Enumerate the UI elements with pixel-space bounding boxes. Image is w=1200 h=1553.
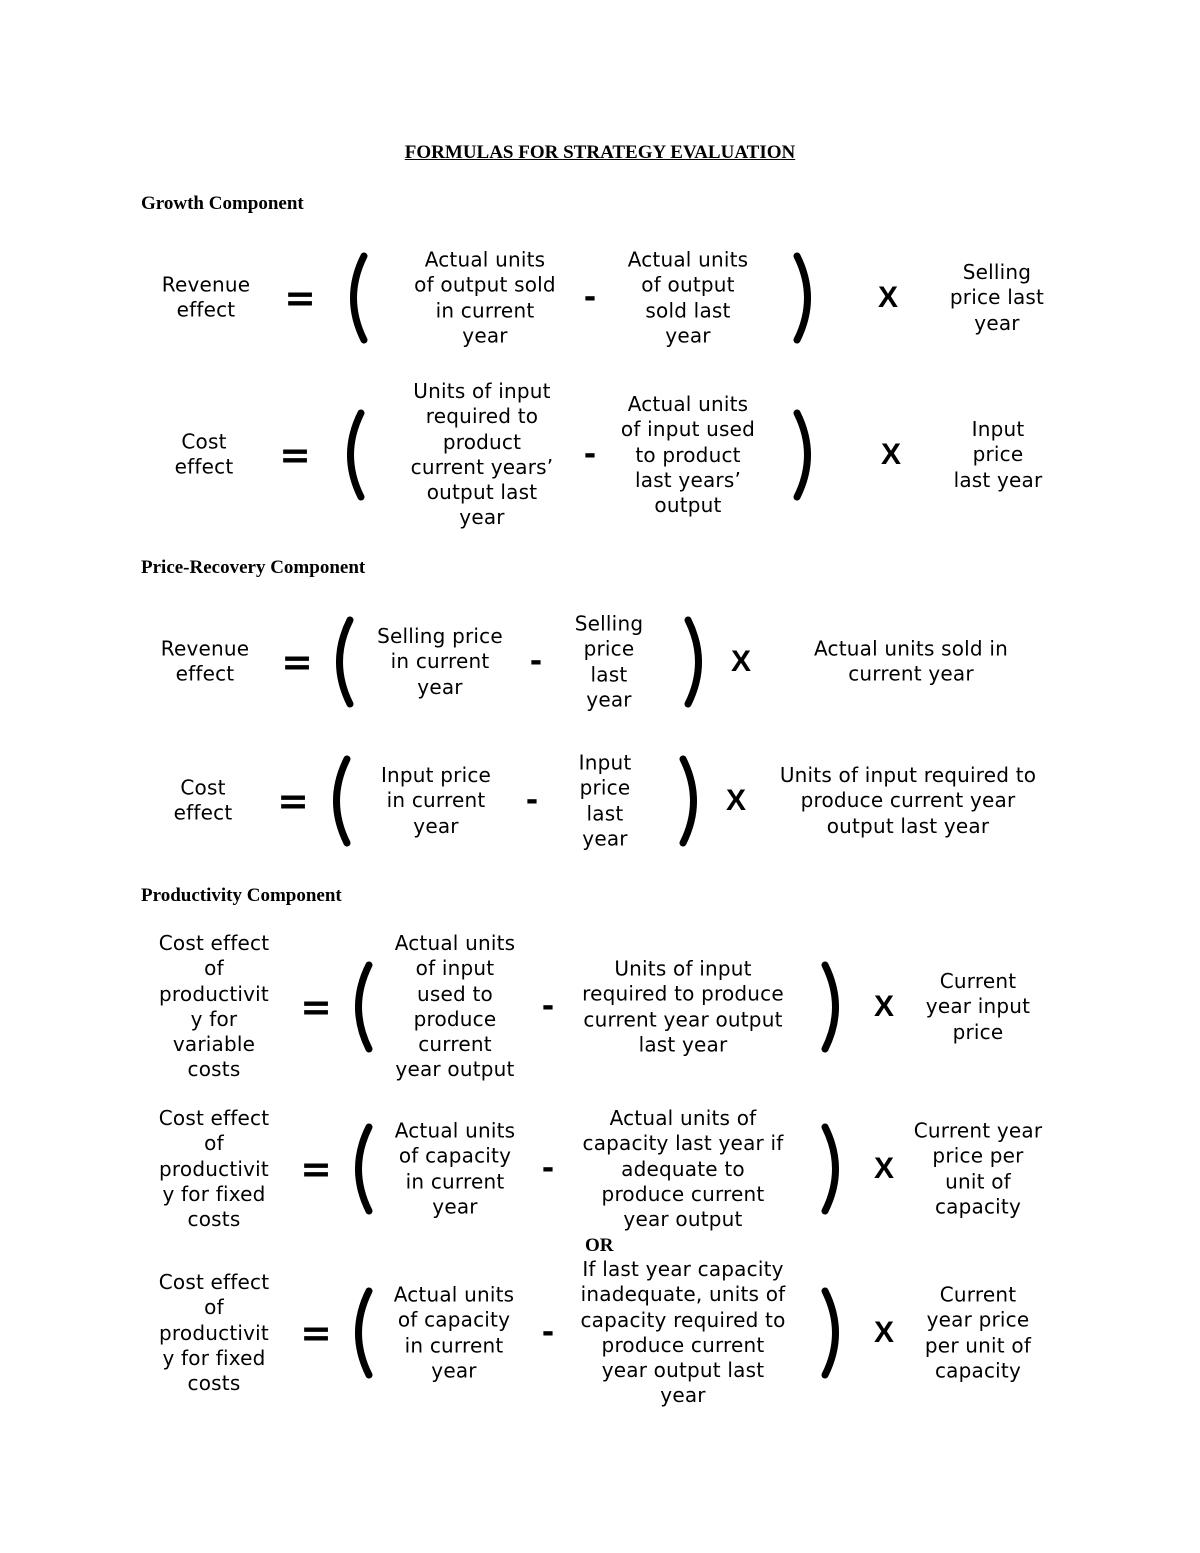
or-separator: OR [585,1235,614,1256]
minus-sign: - [525,783,539,818]
formula-label: Cost effect of productivit y for fixed costs [158,1269,270,1395]
formula-term-current: Selling price in current year [377,624,503,699]
right-parenthesis [819,1123,849,1215]
right-parenthesis [791,409,821,501]
formula-term-prior: Actual units of output sold last year [627,247,749,348]
formula-multiplier: Current year input price [925,969,1031,1044]
left-parenthesis [337,409,367,501]
price-recovery-heading: Price-Recovery Component [141,557,366,578]
formula-multiplier: Current year price per unit of capacity [924,1282,1032,1383]
right-parenthesis [791,252,821,344]
equals-sign: = [279,433,311,477]
formula-term-prior: If last year capacity inadequate, units of capacity required to produce current year output last year [580,1257,786,1408]
left-parenthesis [345,1123,375,1215]
formula-term-prior: Units of input required to produce current year output last year [582,956,784,1057]
left-parenthesis [345,961,375,1053]
formula-term-current: Input price in current year [380,763,492,838]
right-parenthesis [682,616,712,708]
page-title: FORMULAS FOR STRATEGY EVALUATION [404,142,796,163]
productivity-heading: Productivity Component [141,885,342,906]
equals-sign: = [284,276,316,320]
equals-sign: = [300,985,332,1029]
formula-term-prior: Input price last year [578,750,632,851]
equals-sign: = [277,779,309,823]
multiply-sign: X [730,645,752,678]
formula-multiplier: Selling price last year [949,260,1045,335]
minus-sign: - [541,1151,555,1186]
formula-term-current: Actual units of input used to produce current year output [394,931,516,1082]
equals-sign: = [300,1147,332,1191]
multiply-sign: X [877,281,899,314]
formula-term-current: Actual units of output sold in current year [414,247,556,348]
multiply-sign: X [725,784,747,817]
multiply-sign: X [873,1316,895,1349]
left-parenthesis [345,1287,375,1379]
minus-sign: - [541,989,555,1024]
formula-multiplier: Units of input required to produce current year output last year [779,763,1037,838]
formula-term-current: Units of input required to product current years’ output last year [410,379,554,530]
formula-term-prior: Selling price last year [574,611,644,712]
right-parenthesis [819,961,849,1053]
equals-sign: = [281,640,313,684]
formula-multiplier: Input price last year [953,417,1043,492]
right-parenthesis [677,755,707,847]
formula-label: Cost effect of productivit y for variable costs [158,931,270,1082]
minus-sign: - [529,644,543,679]
formula-term-prior: Actual units of capacity last year if adequate to produce current year output [582,1105,784,1231]
formula-multiplier: Current year price per unit of capacity [913,1118,1043,1219]
equals-sign: = [300,1311,332,1355]
formula-term-current: Actual units of capacity in current year [393,1282,515,1383]
multiply-sign: X [873,1152,895,1185]
left-parenthesis [323,755,353,847]
minus-sign: - [541,1315,555,1350]
minus-sign: - [583,437,597,472]
formula-label: Cost effect [174,429,234,479]
formula-label: Cost effect of productivit y for fixed costs [158,1105,270,1231]
formula-label: Revenue effect [161,272,251,322]
formula-label: Revenue effect [160,636,250,686]
left-parenthesis [326,616,356,708]
multiply-sign: X [873,990,895,1023]
left-parenthesis [340,252,370,344]
formula-term-current: Actual units of capacity in current year [394,1118,516,1219]
formula-term-prior: Actual units of input used to product last years’ output [620,391,756,517]
minus-sign: - [583,280,597,315]
right-parenthesis [819,1287,849,1379]
growth-heading: Growth Component [141,193,304,214]
multiply-sign: X [880,438,902,471]
formula-multiplier: Actual units sold in current year [813,636,1009,686]
formula-label: Cost effect [173,775,233,825]
